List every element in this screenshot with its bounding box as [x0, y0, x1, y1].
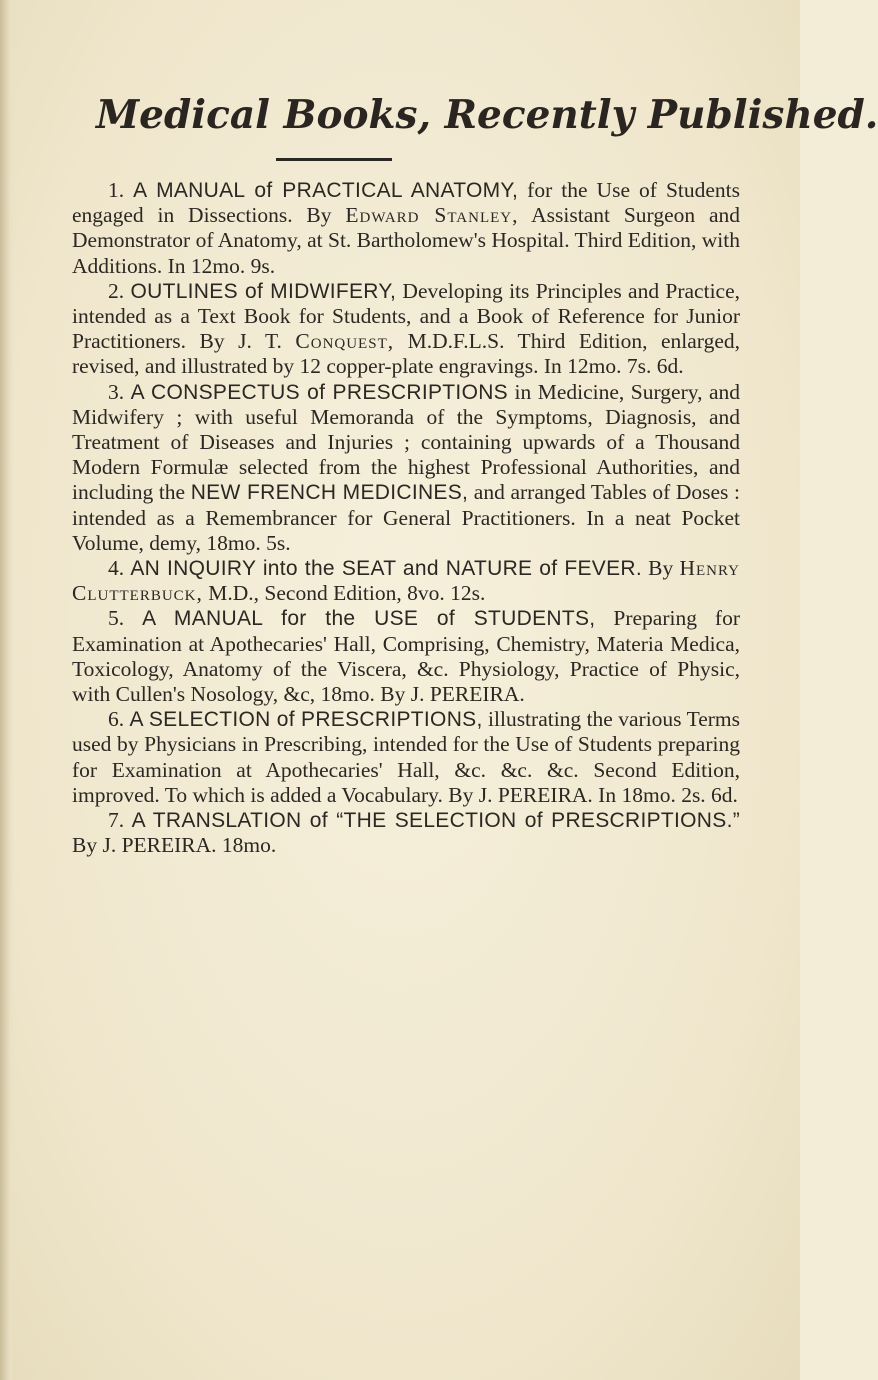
entry-number: 7. — [108, 808, 125, 833]
entry-text: and arranged Tables of Doses : intended as a Remembrancer for General Practitioners. In a neat Pocket Volume, demy, 18mo. 5s. — [72, 480, 740, 555]
entry-number: 4. — [108, 556, 125, 581]
entry-text: M.D., Second Edition, 8vo. 12s. — [202, 581, 486, 606]
book-list — [72, 178, 740, 858]
binding-edge — [0, 0, 14, 1380]
book-entry-7 — [72, 808, 740, 858]
entry-number: 6. — [108, 707, 125, 732]
entry-text: By — [642, 556, 680, 581]
entry-author: Henry Clutterbuck, — [72, 556, 740, 606]
book-entry-5 — [72, 606, 740, 707]
entry-text: M.D.F.L.S. Third Edition, enlarged, revised, and illustrated by 12 copper-plate engravings. In 12mo. 7s. 6d. — [72, 329, 740, 379]
entry-text: Assistant Surgeon and Demonstrator of Anatomy, at St. Bartholomew's Hospital. Third Edition, with Additions. In 12mo. 9s. — [72, 203, 741, 278]
page-title: Medical Books, Recently Published. — [96, 92, 878, 138]
entry-text: By J. PEREIRA. 18mo. — [72, 833, 277, 858]
entry-title: A CONSPECTUS of PRESCRIPTIONS — [130, 380, 508, 404]
entry-title: A SELECTION of PRESCRIPTIONS, — [129, 708, 483, 732]
entry-text: for the Use of Students engaged in Dissections. By — [72, 178, 741, 228]
book-entry-2 — [72, 279, 740, 380]
entry-number: 2. — [108, 278, 125, 303]
entry-title: A MANUAL of PRACTICAL ANATOMY, — [133, 179, 519, 202]
book-entry-3 — [72, 380, 740, 556]
entry-number: 5. — [108, 606, 125, 631]
entry-text: Preparing for Examination at Apothecaries' Hall, Comprising, Chemistry, Materia Medica, Toxicology, Anatomy of the Viscera, &c. Physiology, Practice of Physic, with Cullen's Nosology, &c, 18mo. By J. PEREIRA. — [72, 606, 740, 707]
entry-author: Edward Stanley, — [345, 203, 519, 228]
entry-text: in Medicine, Surgery, and Midwifery ; with useful Memoranda of the Symptoms, Diagnosis, and Treatment of Diseases and Injuries ; containing upwards of a Thousand Modern Formulæ selected from the highest Professional Authorities, and including the — [72, 379, 741, 505]
entry-author: Conquest, — [295, 329, 395, 354]
entry-title: A TRANSLATION of “THE SELECTION of PRESCRIPTIONS.” — [131, 809, 741, 833]
entry-title: OUTLINES of MIDWIFERY, — [130, 279, 397, 303]
book-entry-4 — [72, 556, 740, 606]
entry-text: Developing its Principles and Practice, intended as a Text Book for Students, and a Book of Reference for Junior Practitioners. By J. T. — [72, 278, 741, 354]
title-rule — [276, 158, 392, 161]
entry-title-secondary: NEW FRENCH MEDICINES, — [190, 481, 469, 505]
book-entry-1 — [72, 178, 740, 279]
entry-title: AN INQUIRY into the SEAT and NATURE of FEVER. — [130, 557, 642, 581]
entry-text: illustrating the various Terms used by Physicians in Prescribing, intended for the Use of Students preparing for Examination at Apothecaries' Hall, &c. &c. &c. Second Edition, improved. To which is added a Vocabulary. By J. PEREIRA. In 18mo. 2s. 6d. — [72, 707, 740, 807]
entry-title: A MANUAL for the USE of STUDENTS, — [142, 607, 596, 631]
book-entry-6 — [72, 707, 740, 808]
entry-number: 3. — [108, 379, 125, 404]
entry-number: 1. — [108, 178, 125, 202]
